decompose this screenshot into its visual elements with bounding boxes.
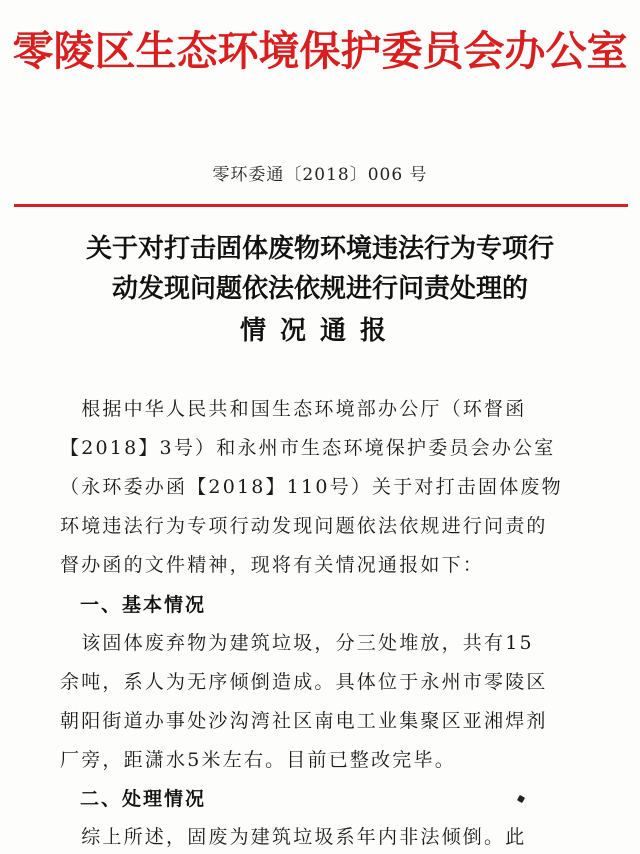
body-paragraph-line: 根据中华人民共和国生态环境部办公厅（环督函 — [60, 398, 527, 420]
scan-speck — [517, 795, 525, 803]
section-heading-basic-info: 一、基本情况 — [80, 594, 207, 616]
body-paragraph-line: 【2018】3号）和永州市生态环境保护委员会办公室 — [60, 437, 556, 459]
document-title-line-3: 情况通报 — [239, 316, 400, 346]
agency-title: 零陵区生态环境保护委员会办公室 — [12, 27, 628, 75]
red-divider — [14, 204, 628, 207]
body-paragraph-line: 综上所述，固废为建筑垃圾系年内非法倾倒。此 — [60, 826, 527, 848]
body-paragraph-line: 朝阳街道办事处沙沟湾社区南电工业集聚区亚湘焊剂 — [60, 710, 548, 732]
body-paragraph-line: 余吨，系人为无序倾倒造成。具体位于永州市零陵区 — [60, 671, 548, 693]
document-title-line-1: 关于对打击固体废物环境违法行为专项行 — [85, 234, 554, 264]
body-paragraph-line: 督办函的文件精神，现将有关情况通报如下： — [60, 554, 485, 576]
body-paragraph-line: （永环委办函【2018】110号）关于对打击固体废物 — [60, 476, 563, 498]
section-heading-handling: 二、处理情况 — [80, 788, 207, 810]
body-paragraph-line: 环境违法行为专项行动发现问题依法依规进行问责的 — [60, 515, 548, 537]
body-paragraph-line: 该固体废弃物为建筑垃圾，分三处堆放，共有15 — [60, 632, 534, 654]
document-title-line-2: 动发现问题依法依规进行问责处理的 — [111, 274, 528, 304]
document-number: 零环委通〔2018〕006 号 — [212, 165, 428, 185]
body-paragraph-line: 厂旁，距潇水5米左右。目前已整改完毕。 — [60, 749, 456, 771]
